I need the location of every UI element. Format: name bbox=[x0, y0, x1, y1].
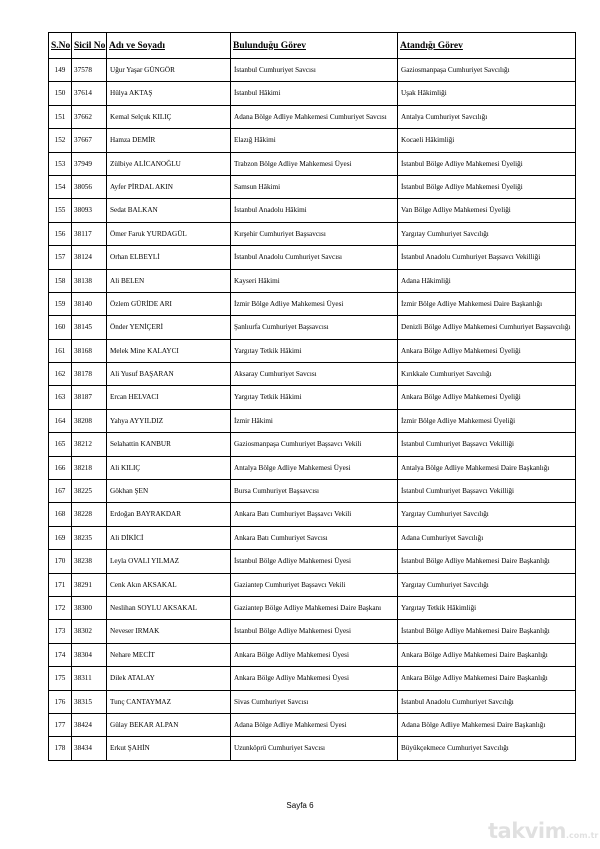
cell-name: Neveser IRMAK bbox=[107, 620, 231, 643]
cell-name: Ayfer PİRDAL AKIN bbox=[107, 175, 231, 198]
cell-sno: 150 bbox=[49, 82, 72, 105]
cell-sicil: 38424 bbox=[72, 713, 107, 736]
table-row bbox=[49, 105, 576, 128]
cell-sno: 177 bbox=[49, 713, 72, 736]
cell-sno: 162 bbox=[49, 363, 72, 386]
cell-sno: 171 bbox=[49, 573, 72, 596]
takvim-watermark-logo bbox=[488, 818, 599, 844]
cell-sicil: 38300 bbox=[72, 596, 107, 619]
cell-current-post: İzmir Bölge Adliye Mahkemesi Üyesi bbox=[231, 292, 398, 315]
cell-sicil: 38178 bbox=[72, 363, 107, 386]
cell-name: Yahya AYYILDIZ bbox=[107, 409, 231, 432]
cell-name: Dilek ATALAY bbox=[107, 667, 231, 690]
cell-current-post: İstanbul Bölge Adliye Mahkemesi Üyesi bbox=[231, 620, 398, 643]
cell-name: Kemal Selçuk KILIÇ bbox=[107, 105, 231, 128]
cell-current-post: Ankara Batı Cumhuriyet Savcısı bbox=[231, 526, 398, 549]
cell-assigned-post: İstanbul Anadolu Cumhuriyet Savcılığı bbox=[398, 690, 576, 713]
col-header-current-post: Bulunduğu Görev bbox=[231, 33, 398, 59]
cell-sicil: 38187 bbox=[72, 386, 107, 409]
cell-assigned-post: Kocaeli Hâkimliği bbox=[398, 129, 576, 152]
table-row bbox=[49, 269, 576, 292]
cell-sicil: 38140 bbox=[72, 292, 107, 315]
table-header bbox=[49, 33, 576, 59]
cell-sicil: 38138 bbox=[72, 269, 107, 292]
cell-name: Ali DİKİCİ bbox=[107, 526, 231, 549]
cell-sno: 160 bbox=[49, 316, 72, 339]
table-row bbox=[49, 620, 576, 643]
cell-assigned-post: İstanbul Bölge Adliye Mahkemesi Daire Başkanlığı bbox=[398, 550, 576, 573]
table-row bbox=[49, 246, 576, 269]
cell-current-post: Ankara Batı Cumhuriyet Başsavcı Vekili bbox=[231, 503, 398, 526]
table-row bbox=[49, 596, 576, 619]
cell-sicil: 38302 bbox=[72, 620, 107, 643]
cell-current-post: Elazığ Hâkimi bbox=[231, 129, 398, 152]
table-row bbox=[49, 503, 576, 526]
cell-sno: 159 bbox=[49, 292, 72, 315]
cell-name: Tunç CANTAYMAZ bbox=[107, 690, 231, 713]
cell-sicil: 38056 bbox=[72, 175, 107, 198]
cell-name: Hamza DEMİR bbox=[107, 129, 231, 152]
cell-sicil: 38124 bbox=[72, 246, 107, 269]
col-header-sno: S.No bbox=[49, 33, 72, 59]
cell-sno: 169 bbox=[49, 526, 72, 549]
cell-name: Melek Mine KALAYCI bbox=[107, 339, 231, 362]
table-row bbox=[49, 386, 576, 409]
table-row bbox=[49, 409, 576, 432]
cell-assigned-post: Antalya Bölge Adliye Mahkemesi Daire Başkanlığı bbox=[398, 456, 576, 479]
cell-assigned-post: Ankara Bölge Adliye Mahkemesi Daire Başkanlığı bbox=[398, 643, 576, 666]
cell-assigned-post: Adana Hâkimliği bbox=[398, 269, 576, 292]
cell-current-post: Gaziantep Bölge Adliye Mahkemesi Daire Başkanı bbox=[231, 596, 398, 619]
cell-sno: 166 bbox=[49, 456, 72, 479]
cell-current-post: Aksaray Cumhuriyet Savcısı bbox=[231, 363, 398, 386]
cell-sicil: 38238 bbox=[72, 550, 107, 573]
cell-assigned-post: İstanbul Bölge Adliye Mahkemesi Daire Başkanlığı bbox=[398, 620, 576, 643]
cell-current-post: Bursa Cumhuriyet Başsavcısı bbox=[231, 480, 398, 503]
col-header-assigned-post: Atandığı Görev bbox=[398, 33, 576, 59]
cell-sno: 164 bbox=[49, 409, 72, 432]
table-row bbox=[49, 199, 576, 222]
cell-sno: 178 bbox=[49, 737, 72, 760]
cell-sicil: 38093 bbox=[72, 199, 107, 222]
cell-sicil: 38212 bbox=[72, 433, 107, 456]
cell-name: Nehare MECİT bbox=[107, 643, 231, 666]
cell-sno: 173 bbox=[49, 620, 72, 643]
cell-assigned-post: Yargıtay Cumhuriyet Savcılığı bbox=[398, 503, 576, 526]
table-row bbox=[49, 713, 576, 736]
cell-current-post: Sivas Cumhuriyet Savcısı bbox=[231, 690, 398, 713]
cell-sicil: 38168 bbox=[72, 339, 107, 362]
cell-sno: 151 bbox=[49, 105, 72, 128]
cell-sicil: 38304 bbox=[72, 643, 107, 666]
cell-sno: 174 bbox=[49, 643, 72, 666]
cell-current-post: İzmir Hâkimi bbox=[231, 409, 398, 432]
cell-sicil: 38208 bbox=[72, 409, 107, 432]
cell-assigned-post: Ankara Bölge Adliye Mahkemesi Daire Başkanlığı bbox=[398, 667, 576, 690]
cell-assigned-post: Uşak Hâkimliği bbox=[398, 82, 576, 105]
cell-assigned-post: İzmir Bölge Adliye Mahkemesi Daire Başkanlığı bbox=[398, 292, 576, 315]
cell-current-post: İstanbul Bölge Adliye Mahkemesi Üyesi bbox=[231, 550, 398, 573]
cell-name: Leyla OVALI YILMAZ bbox=[107, 550, 231, 573]
col-header-sicil: Sicil No bbox=[72, 33, 107, 59]
cell-current-post: İstanbul Cumhuriyet Savcısı bbox=[231, 59, 398, 82]
cell-assigned-post: Yargıtay Cumhuriyet Savcılığı bbox=[398, 222, 576, 245]
cell-sicil: 38145 bbox=[72, 316, 107, 339]
cell-sicil: 37949 bbox=[72, 152, 107, 175]
cell-name: Uğur Yaşar GÜNGÖR bbox=[107, 59, 231, 82]
cell-name: Ali BELEN bbox=[107, 269, 231, 292]
cell-sno: 161 bbox=[49, 339, 72, 362]
cell-name: Neslihan SOYLU AKSAKAL bbox=[107, 596, 231, 619]
cell-sicil: 38315 bbox=[72, 690, 107, 713]
cell-sicil: 37614 bbox=[72, 82, 107, 105]
cell-name: Gökhan ŞEN bbox=[107, 480, 231, 503]
table-row bbox=[49, 316, 576, 339]
table-row bbox=[49, 456, 576, 479]
cell-current-post: Antalya Bölge Adliye Mahkemesi Üyesi bbox=[231, 456, 398, 479]
cell-current-post: Adana Bölge Adliye Mahkemesi Üyesi bbox=[231, 713, 398, 736]
cell-current-post: İstanbul Hâkimi bbox=[231, 82, 398, 105]
cell-name: Selahattin KANBUR bbox=[107, 433, 231, 456]
cell-sicil: 38225 bbox=[72, 480, 107, 503]
cell-assigned-post: İstanbul Bölge Adliye Mahkemesi Üyeliği bbox=[398, 175, 576, 198]
cell-sno: 165 bbox=[49, 433, 72, 456]
cell-name: Sedat BALKAN bbox=[107, 199, 231, 222]
cell-assigned-post: İstanbul Cumhuriyet Başsavcı Vekilliği bbox=[398, 480, 576, 503]
cell-sno: 163 bbox=[49, 386, 72, 409]
table-row bbox=[49, 82, 576, 105]
cell-assigned-post: Yargıtay Tetkik Hâkimliği bbox=[398, 596, 576, 619]
table-row bbox=[49, 480, 576, 503]
cell-assigned-post: Ankara Bölge Adliye Mahkemesi Üyeliği bbox=[398, 386, 576, 409]
cell-sno: 167 bbox=[49, 480, 72, 503]
table-row bbox=[49, 152, 576, 175]
cell-name: Orhan ELBEYLİ bbox=[107, 246, 231, 269]
table-row bbox=[49, 339, 576, 362]
cell-name: Zülbiye ALİCANOĞLU bbox=[107, 152, 231, 175]
table-row bbox=[49, 129, 576, 152]
cell-sicil: 37662 bbox=[72, 105, 107, 128]
cell-name: Önder YENİÇERİ bbox=[107, 316, 231, 339]
cell-current-post: Ankara Bölge Adliye Mahkemesi Üyesi bbox=[231, 667, 398, 690]
cell-sno: 168 bbox=[49, 503, 72, 526]
cell-sno: 175 bbox=[49, 667, 72, 690]
cell-assigned-post: Van Bölge Adliye Mahkemesi Üyeliği bbox=[398, 199, 576, 222]
cell-sno: 155 bbox=[49, 199, 72, 222]
cell-sicil: 38235 bbox=[72, 526, 107, 549]
cell-assigned-post: Adana Cumhuriyet Savcılığı bbox=[398, 526, 576, 549]
cell-sno: 172 bbox=[49, 596, 72, 619]
cell-assigned-post: Denizli Bölge Adliye Mahkemesi Cumhuriyet Başsavcılığı bbox=[398, 316, 576, 339]
cell-name: Ali KILIÇ bbox=[107, 456, 231, 479]
cell-assigned-post: İstanbul Bölge Adliye Mahkemesi Üyeliği bbox=[398, 152, 576, 175]
cell-sicil: 38434 bbox=[72, 737, 107, 760]
cell-current-post: Kırşehir Cumhuriyet Başsavcısı bbox=[231, 222, 398, 245]
cell-sno: 152 bbox=[49, 129, 72, 152]
cell-sno: 158 bbox=[49, 269, 72, 292]
cell-current-post: Adana Bölge Adliye Mahkemesi Cumhuriyet Savcısı bbox=[231, 105, 398, 128]
table-row bbox=[49, 690, 576, 713]
appointments-table bbox=[48, 32, 576, 761]
cell-current-post: Gaziosmanpaşa Cumhuriyet Başsavcı Vekili bbox=[231, 433, 398, 456]
cell-name: Erdoğan BAYRAKDAR bbox=[107, 503, 231, 526]
table-row bbox=[49, 573, 576, 596]
col-header-name: Adı ve Soyadı bbox=[107, 33, 231, 59]
cell-name: Ali Yusuf BAŞARAN bbox=[107, 363, 231, 386]
cell-sicil: 38218 bbox=[72, 456, 107, 479]
cell-current-post: Trabzon Bölge Adliye Mahkemesi Üyesi bbox=[231, 152, 398, 175]
watermark-text: takvim bbox=[488, 819, 566, 843]
cell-current-post: İstanbul Anadolu Hâkimi bbox=[231, 199, 398, 222]
cell-sno: 157 bbox=[49, 246, 72, 269]
cell-sicil: 37578 bbox=[72, 59, 107, 82]
cell-name: Hülya AKTAŞ bbox=[107, 82, 231, 105]
cell-name: Gülay BEKAR ALPAN bbox=[107, 713, 231, 736]
cell-name: Ercan HELVACI bbox=[107, 386, 231, 409]
table-row bbox=[49, 292, 576, 315]
table-row bbox=[49, 59, 576, 82]
cell-current-post: Şanlıurfa Cumhuriyet Başsavcısı bbox=[231, 316, 398, 339]
cell-sicil: 38117 bbox=[72, 222, 107, 245]
cell-current-post: İstanbul Anadolu Cumhuriyet Savcısı bbox=[231, 246, 398, 269]
cell-sicil: 38311 bbox=[72, 667, 107, 690]
cell-assigned-post: Ankara Bölge Adliye Mahkemesi Üyeliği bbox=[398, 339, 576, 362]
cell-current-post: Samsun Hâkimi bbox=[231, 175, 398, 198]
cell-assigned-post: Antalya Cumhuriyet Savcılığı bbox=[398, 105, 576, 128]
table-row bbox=[49, 737, 576, 760]
page-number: Sayfa 6 bbox=[286, 801, 314, 810]
table-row bbox=[49, 175, 576, 198]
cell-assigned-post: İstanbul Cumhuriyet Başsavcı Vekilliği bbox=[398, 433, 576, 456]
cell-name: Ömer Faruk YURDAGÜL bbox=[107, 222, 231, 245]
cell-name: Cenk Akın AKSAKAL bbox=[107, 573, 231, 596]
cell-sicil: 38291 bbox=[72, 573, 107, 596]
cell-assigned-post: İzmir Bölge Adliye Mahkemesi Üyeliği bbox=[398, 409, 576, 432]
watermark-suffix: .com.tr bbox=[565, 831, 599, 840]
table-body bbox=[49, 59, 576, 761]
cell-assigned-post: Kırıkkale Cumhuriyet Savcılığı bbox=[398, 363, 576, 386]
cell-current-post: Uzunköprü Cumhuriyet Savcısı bbox=[231, 737, 398, 760]
table-row bbox=[49, 667, 576, 690]
cell-current-post: Kayseri Hâkimi bbox=[231, 269, 398, 292]
cell-current-post: Ankara Bölge Adliye Mahkemesi Üyesi bbox=[231, 643, 398, 666]
cell-assigned-post: Adana Bölge Adliye Mahkemesi Daire Başkanlığı bbox=[398, 713, 576, 736]
cell-assigned-post: Yargıtay Cumhuriyet Savcılığı bbox=[398, 573, 576, 596]
cell-name: Özlem GÜRİDE ARI bbox=[107, 292, 231, 315]
table-row bbox=[49, 550, 576, 573]
table-row bbox=[49, 363, 576, 386]
cell-assigned-post: Gaziosmanpaşa Cumhuriyet Savcılığı bbox=[398, 59, 576, 82]
cell-sno: 149 bbox=[49, 59, 72, 82]
cell-sno: 156 bbox=[49, 222, 72, 245]
table-row bbox=[49, 526, 576, 549]
cell-sno: 154 bbox=[49, 175, 72, 198]
cell-sicil: 38228 bbox=[72, 503, 107, 526]
table-row bbox=[49, 433, 576, 456]
cell-name: Erkut ŞAHİN bbox=[107, 737, 231, 760]
cell-current-post: Gaziantep Cumhuriyet Başsavcı Vekili bbox=[231, 573, 398, 596]
cell-current-post: Yargıtay Tetkik Hâkimi bbox=[231, 339, 398, 362]
cell-sno: 153 bbox=[49, 152, 72, 175]
cell-current-post: Yargıtay Tetkik Hâkimi bbox=[231, 386, 398, 409]
cell-sno: 170 bbox=[49, 550, 72, 573]
cell-assigned-post: İstanbul Anadolu Cumhuriyet Başsavcı Vekilliği bbox=[398, 246, 576, 269]
table-row bbox=[49, 222, 576, 245]
cell-assigned-post: Büyükçekmece Cumhuriyet Savcılığı bbox=[398, 737, 576, 760]
cell-sicil: 37667 bbox=[72, 129, 107, 152]
cell-sno: 176 bbox=[49, 690, 72, 713]
header-row bbox=[49, 33, 576, 59]
table-row bbox=[49, 643, 576, 666]
